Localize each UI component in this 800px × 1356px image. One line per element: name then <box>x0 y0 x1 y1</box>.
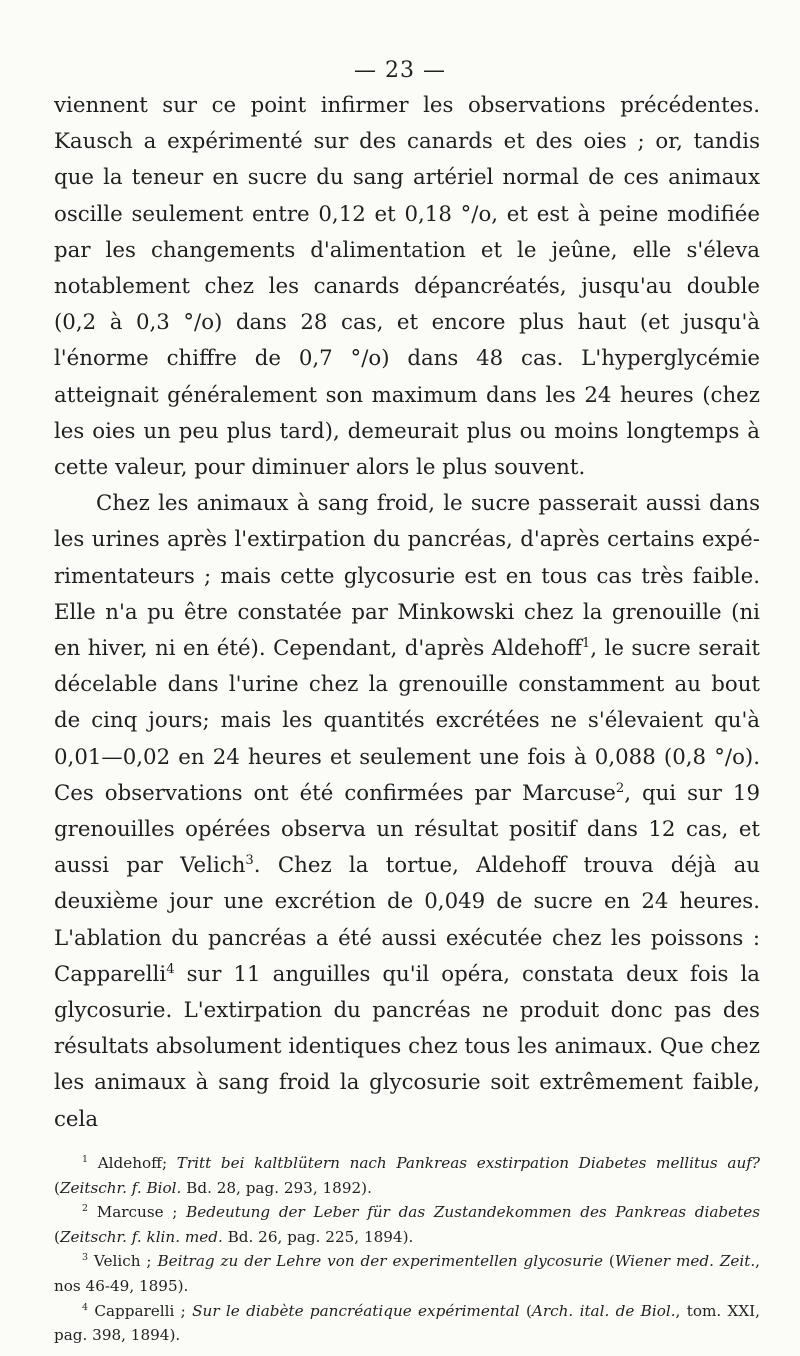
paragraph-2-text-c: , qui sur 19 grenouilles opérées observa un résultat positif dans 12 cas, et aussi par Velich <box>54 780 760 879</box>
paragraph-2-text-b: , le sucre serait décelable dans l'urine chez la grenouille constamment au bout de cinq jours; mais les quantités excrétées ne s'élevaient qu'à 0,01—0,02 en 24 heures et seulement une fois à 0,088 (0,8 °/o). Ces observations ont été confirmées par Marcuse <box>54 636 760 806</box>
footnote-journal: Zeitschr. f. klin. med. <box>59 1227 223 1246</box>
footnote-details: , nos 46-49, 1895). <box>54 1252 760 1295</box>
footnotes <box>54 1151 760 1348</box>
footnote-paren: ( <box>54 1178 60 1197</box>
footnote-2 <box>54 1200 760 1249</box>
footnote-number: 3 <box>82 1252 88 1264</box>
footnote-details: , tom. XXI, pag. 398, 1894). <box>54 1301 760 1345</box>
footnote-1 <box>54 1151 760 1200</box>
footnote-author: Velich ; <box>93 1252 158 1271</box>
footnote-author: Marcuse ; <box>96 1203 187 1222</box>
page-number: — 23 — <box>354 58 446 83</box>
footnote-title: Bedeutung der Leber für das Zustandekommen des Pankreas diabetes <box>186 1203 760 1222</box>
footnote-details: Bd. 28, pag. 293, 1892). <box>181 1178 372 1197</box>
footnote-ref-2[interactable]: 2 <box>615 780 625 796</box>
footnote-paren: ( <box>54 1227 60 1246</box>
footnote-number: 4 <box>82 1301 88 1313</box>
footnote-title: Beitrag zu der Lehre von der experimentellen glycosurie <box>157 1252 603 1271</box>
footnote-number: 1 <box>82 1153 88 1165</box>
paragraph-1 <box>54 88 760 486</box>
footnote-journal: Arch. ital. de Biol. <box>531 1301 676 1320</box>
footnote-number: 2 <box>82 1203 88 1215</box>
footnote-journal: Zeitschr. f. Biol. <box>59 1178 182 1197</box>
footnote-journal: Wiener med. Zeit. <box>614 1252 756 1271</box>
footnote-paren: ( <box>602 1252 615 1271</box>
footnote-3 <box>54 1249 760 1298</box>
footnote-title: Tritt bei kaltblütern nach Pankreas exstirpation Diabetes mellitus auf? <box>176 1154 760 1172</box>
footnote-ref-1[interactable]: 1 <box>581 635 591 651</box>
footnote-author: Aldehoff; <box>97 1154 177 1172</box>
footnote-title: Sur le diabète pancréatique expérimental <box>192 1301 520 1320</box>
footnote-4 <box>54 1299 760 1348</box>
footnote-details: Bd. 26, pag. 225, 1894). <box>222 1227 414 1246</box>
footnote-paren: ( <box>519 1301 532 1320</box>
footnote-ref-3[interactable]: 3 <box>245 853 254 869</box>
paragraph-2-text-d: . Chez la tortue, Aldehoff trouva déjà au deuxième jour une excrétion de 0,049 de sucre en 24 heures. L'ablation du pancréas a été aussi exécutée chez les poissons : Capparelli <box>54 853 760 987</box>
paragraph-2 <box>54 486 760 1138</box>
main-text <box>54 88 760 1138</box>
paragraph-1-text: viennent sur ce point infirmer les observations précédentes. Kausch a expérimenté sur des canards et des oies ; or, tandis que la teneur en sucre du sang artériel normal de ces animaux oscille seulement entre 0,12 et 0,18 °/o, et est à peine modifiée par les changements d'alimentation et le jeûne, elle s'éleva notablement chez les canards dépancréatés, jusqu'au double (0,2 à 0,3 °/o) dans 28 cas, et encore plus haut (et jusqu'à l'énorme chiffre de 0,7 °/o) dans 48 cas. L'hyperglycémie atteignait généralement son maximum dans les 24 heures (chez les oies un peu plus tard), demeurait plus ou moins longtemps à cette valeur, pour diminuer alors le plus souvent. <box>54 93 760 481</box>
paragraph-2-text-a: Chez les animaux à sang froid, le sucre passerait aussi dans les urines après l'extirpation du pancréas, d'après certains expérimentateurs ; mais cette glycosurie est en tous cas très faible. Elle n'a pu être constatée par Minkowski chez la grenouille (ni en hiver, ni en été). Cependant, d'après Aldehoff <box>54 491 760 662</box>
footnote-author: Capparelli ; <box>94 1301 193 1320</box>
footnote-ref-4[interactable]: 4 <box>166 961 175 977</box>
paragraph-2-text-e: sur 11 anguilles qu'il opéra, constata deux fois la glycosurie. L'extirpation du pancréas ne produit donc pas des résultats absolument identiques chez tous les animaux. Que chez les animaux à sang froid la glycosurie soit extrêmement faible, cela <box>54 961 760 1132</box>
